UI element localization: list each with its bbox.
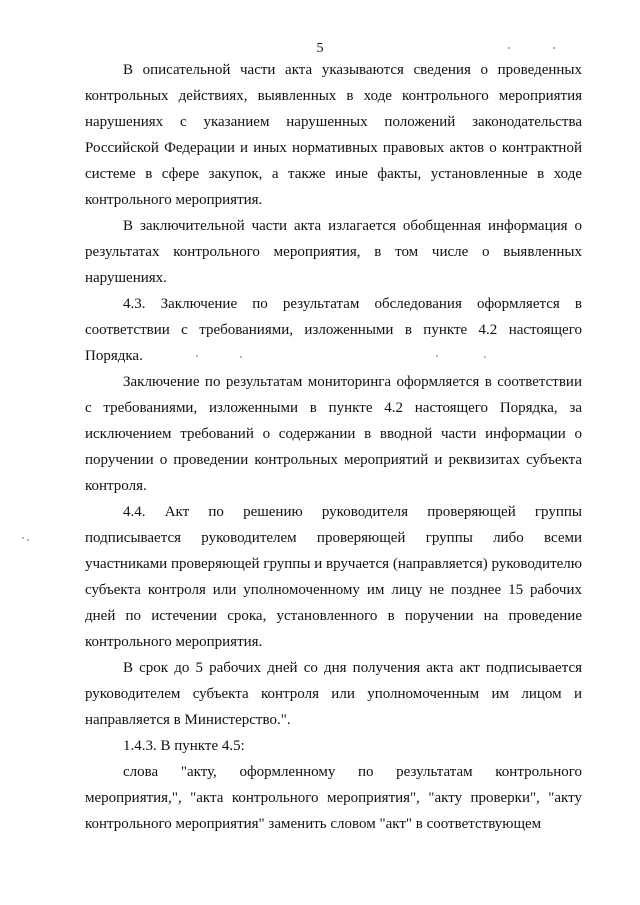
scan-speck — [484, 356, 486, 358]
scan-speck — [196, 355, 198, 357]
paragraph-monitoring-conclusion: Заключение по результатам мониторинга оформляется в соответствии с требованиями, изложенными в пункте 4.2 настоящего Порядка, за исключением требований о содержании в вводной части информации о поручении о проведении контрольных мероприятий и реквизитах субъекта контроля. — [85, 374, 582, 494]
document-body — [85, 57, 582, 837]
paragraph-act-signing-deadline: В срок до 5 рабочих дней со дня получения акта акт подписывается руководителем субъекта контроля или уполномоченным им лицом и направляется в Министерство.". — [85, 660, 582, 728]
scan-speck — [22, 537, 24, 539]
paragraph-words-replacement: слова "акту, оформленному по результатам контрольного мероприятия,", "акта контрольного мероприятия", "акту проверки", "акту контрольного мероприятия" заменить словом "акт" в соответствующем — [85, 764, 582, 832]
paragraph-act-descriptive-part: В описательной части акта указываются сведения о проведенных контрольных действиях, выявленных в ходе контрольного мероприятия нарушениях с указанием нарушенных положений законодательства Российской Федерации и иных нормативных правовых актов о контрактной системе в сфере закупок, а также иные факты, установленные в ходе контрольного мероприятия. — [85, 62, 582, 208]
paragraph-1-4-3-clause: 1.4.3. В пункте 4.5: — [123, 738, 245, 754]
scan-speck — [508, 47, 510, 49]
scan-speck — [553, 47, 555, 49]
page-number: 5 — [316, 41, 324, 56]
paragraph-4-4-act-signing: 4.4. Акт по решению руководителя проверяющей группы подписывается руководителем проверяющей группы либо всеми участниками проверяющей группы и вручается (направляется) руководителю субъекта контроля или уполномоченному им лицу не позднее 15 рабочих дней по истечении срока, установленного в поручении на проведение контрольного мероприятия. — [85, 504, 582, 650]
scan-speck — [27, 539, 29, 541]
paragraph-act-final-part: В заключительной части акта излагается обобщенная информация о результатах контрольного мероприятия, в том числе о выявленных нарушениях. — [85, 218, 582, 286]
paragraph-4-3-survey-conclusion: 4.3. Заключение по результатам обследования оформляется в соответствии с требованиями, изложенными в пункте 4.2 настоящего Порядка. — [85, 296, 582, 364]
scan-speck — [240, 356, 242, 358]
scan-speck — [436, 355, 438, 357]
